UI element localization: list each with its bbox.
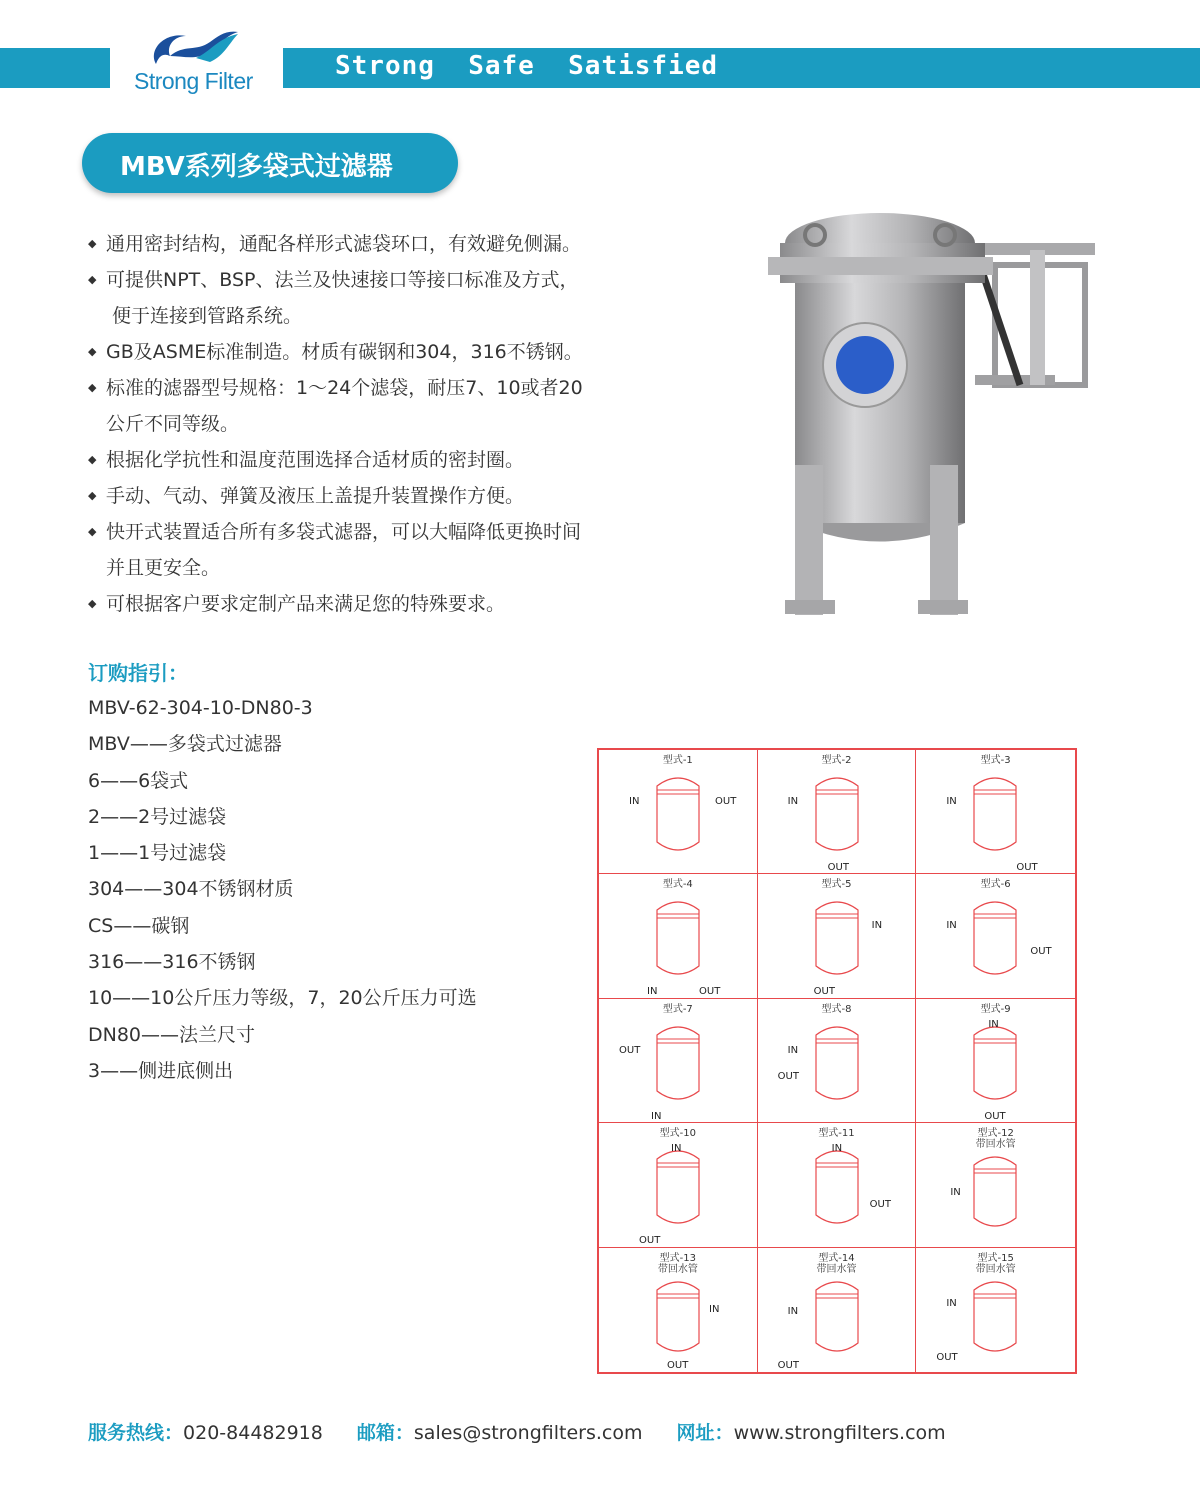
type-title: 型式-4 [662, 879, 693, 891]
port-label: IN [831, 1143, 843, 1155]
type-title: 型式-1 [662, 755, 693, 766]
type-cell [916, 1248, 1075, 1372]
type-title: 型式-9 [980, 1003, 1011, 1015]
feature-item: ◆ 可根据客户要求定制产品来满足您的特殊要求。 [88, 586, 648, 622]
type-cell [599, 999, 758, 1123]
port-label: IN [946, 1297, 957, 1309]
connection-type-grid [597, 748, 1077, 1374]
vessel-schematic-icon [599, 750, 758, 874]
feature-item: ◆ 可提供NPT、BSP、法兰及快速接口等接口标准及方式， 便于连接到管路系统。 [88, 262, 648, 334]
guide-line: 316——316不锈钢 [88, 951, 256, 974]
contact-footer [88, 1418, 974, 1445]
feature-item: ◆ 手动、气动、弹簧及液压上盖提升装置操作方便。 [88, 478, 648, 514]
guide-line: DN80——法兰尺寸 [88, 1023, 256, 1046]
type-title: 型式-12 带回水管 [975, 1128, 1016, 1151]
type-cell [916, 750, 1075, 874]
vessel-schematic-icon [758, 999, 917, 1123]
vessel-schematic-icon [599, 874, 758, 998]
phone-label: 服务热线： [88, 1422, 184, 1444]
feature-item: ◆ GB及ASME标准制造。材质有碳钢和304，316不锈钢。 [88, 334, 648, 370]
type-cell [758, 1248, 917, 1372]
type-cell [758, 1123, 917, 1247]
port-label: IN [988, 1018, 999, 1030]
feature-item: ◆ 根据化学抗性和温度范围选择合适材质的密封圈。 [88, 442, 648, 478]
type-cell [599, 1123, 758, 1247]
port-label: OUT [619, 1044, 641, 1056]
website-url[interactable]: www.strongfilters.com [733, 1422, 946, 1444]
logo-swoosh-icon [126, 22, 276, 72]
port-label: OUT [1030, 946, 1052, 958]
port-label: IN [787, 796, 799, 807]
vessel-schematic-icon [916, 750, 1075, 874]
guide-line: MBV——多袋式过滤器 [88, 733, 282, 756]
type-title: 型式-7 [662, 1003, 693, 1015]
guide-line: CS——碳钢 [88, 914, 190, 937]
guide-line: MBV-62-304-10-DN80-3 [88, 697, 313, 719]
port-label: OUT [777, 1070, 799, 1082]
feature-list [88, 226, 648, 622]
feature-item: ◆ 标准的滤器型号规格：1～24个滤袋，耐压7、10或者20 公斤不同等级。 [88, 370, 648, 442]
port-label: OUT [715, 796, 737, 807]
port-label: IN [946, 796, 957, 807]
port-label: IN [787, 1044, 799, 1056]
type-cell [758, 874, 917, 998]
type-cell [758, 750, 917, 874]
type-cell [599, 750, 758, 874]
product-title-pill [82, 133, 458, 193]
feature-item: ◆ 通用密封结构，通配各样形式滤袋环口，有效避免侧漏。 [88, 226, 648, 262]
guide-line: 10——10公斤压力等级，7，20公斤压力可选 [88, 987, 477, 1010]
port-label: OUT [827, 862, 849, 873]
port-label: OUT [667, 1359, 689, 1371]
guide-line: 304——304不锈钢材质 [88, 878, 294, 901]
port-label: OUT [984, 1110, 1006, 1122]
vessel-schematic-icon [758, 750, 917, 874]
website-label: 网址： [676, 1422, 734, 1444]
type-title: 型式-5 [821, 879, 852, 891]
port-label: OUT [1016, 862, 1038, 873]
port-label: IN [671, 1143, 682, 1155]
type-title: 型式-3 [980, 755, 1011, 766]
guide-line: 3——侧进底侧出 [88, 1059, 234, 1082]
type-title: 型式-10 [659, 1128, 696, 1140]
guide-line: 1——1号过滤袋 [88, 842, 227, 865]
type-cell [916, 874, 1075, 998]
email-address[interactable]: sales@strongfilters.com [413, 1422, 643, 1444]
type-cell [758, 999, 917, 1123]
port-label: OUT [813, 986, 835, 998]
vessel-schematic-icon [916, 874, 1075, 998]
port-label: IN [709, 1303, 720, 1315]
ordering-guide [88, 690, 477, 1089]
port-label: OUT [869, 1199, 891, 1211]
guide-line: 2——2号过滤袋 [88, 805, 227, 828]
type-cell [916, 999, 1075, 1123]
vessel-schematic-icon [758, 874, 917, 998]
type-title: 型式-2 [821, 755, 852, 766]
port-label: IN [871, 920, 883, 932]
vessel-schematic-icon [758, 1123, 917, 1247]
port-label: IN [950, 1187, 961, 1199]
type-title: 型式-15 带回水管 [975, 1252, 1016, 1275]
type-title: 型式-6 [980, 879, 1011, 891]
type-title: 型式-14 带回水管 [816, 1252, 857, 1275]
port-label: IN [629, 796, 640, 807]
port-label: OUT [639, 1235, 661, 1247]
vessel-schematic-icon [599, 1123, 758, 1247]
type-cell [916, 1123, 1075, 1247]
brand-logo [126, 22, 276, 100]
type-title: 型式-8 [821, 1003, 852, 1015]
product-title: MBV系列多袋式过滤器 [120, 152, 393, 182]
port-label: IN [651, 1110, 662, 1122]
guide-line: 6——6袋式 [88, 769, 189, 792]
port-label: IN [787, 1305, 799, 1317]
vessel-schematic-icon [916, 999, 1075, 1123]
type-cell [599, 874, 758, 998]
port-label: IN [946, 920, 957, 932]
vessel-schematic-icon [599, 999, 758, 1123]
type-title: 型式-11 [818, 1128, 855, 1140]
phone-number[interactable]: 020-84482918 [183, 1422, 323, 1444]
header-band [283, 48, 1200, 88]
ordering-guide-title: 订购指引： [88, 661, 188, 685]
port-label: IN [647, 986, 658, 998]
brand-name: Strong Filter [134, 68, 253, 94]
email-label: 邮箱： [356, 1422, 414, 1444]
product-photo [760, 205, 1100, 630]
type-cell [599, 1248, 758, 1372]
feature-item: ◆ 快开式装置适合所有多袋式滤器，可以大幅降低更换时间 并且更安全。 [88, 514, 648, 586]
header-band-left [0, 48, 110, 88]
port-label: OUT [936, 1351, 958, 1363]
slogan: Strong Safe Satisfied [335, 51, 719, 81]
port-label: OUT [777, 1359, 799, 1371]
type-title: 型式-13 带回水管 [657, 1252, 698, 1275]
port-label: OUT [699, 986, 721, 998]
